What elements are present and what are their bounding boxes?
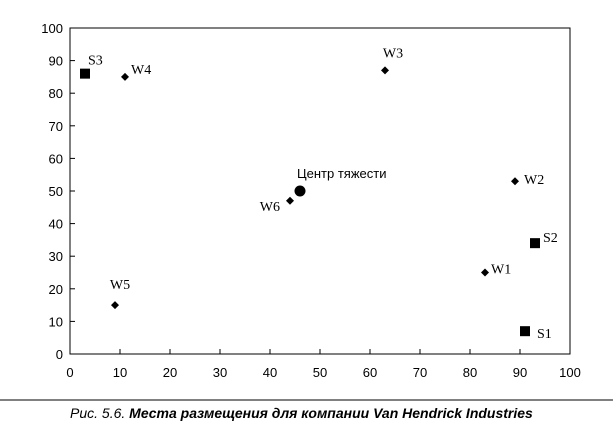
point-w4-label: W4 [131, 62, 152, 78]
x-tick-label: 60 [362, 365, 378, 380]
point-w6-marker [286, 197, 294, 205]
x-tick-label: 0 [66, 365, 74, 380]
x-tick-label: 50 [312, 365, 328, 380]
point-w3-label: W3 [382, 46, 404, 62]
point-s2-label: S2 [543, 231, 558, 247]
data-points [80, 46, 558, 342]
x-tick-label: 90 [512, 365, 528, 380]
point-s3-marker [80, 69, 90, 79]
y-tick-label: 70 [48, 118, 63, 134]
x-tick-label: 40 [262, 365, 278, 380]
point-w3-marker [381, 66, 389, 74]
y-tick-label: 30 [48, 249, 63, 265]
point-s2-marker [530, 238, 540, 248]
x-tick-label: 30 [212, 365, 228, 380]
point-s3-label: S3 [88, 53, 103, 69]
y-tick-label: 10 [48, 314, 63, 330]
point-w5-marker [111, 301, 119, 309]
x-tick-label: 10 [112, 365, 128, 380]
point-w2-label: W2 [524, 173, 545, 189]
x-tick-label: 20 [162, 365, 178, 380]
center-of-gravity-marker [295, 186, 306, 197]
caption-text: Места размещения для компании Van Hendrick Industries [129, 405, 533, 421]
y-tick-label: 60 [48, 151, 63, 167]
caption-prefix: Рис. 5.6. [70, 405, 126, 421]
point-w1-marker [481, 269, 489, 277]
y-tick-label: 40 [48, 216, 63, 232]
y-tick-label: 80 [48, 86, 63, 102]
center-of-gravity-label: Центр тяжести [297, 166, 387, 181]
point-w5-label: W5 [109, 278, 131, 294]
figure-caption [70, 405, 613, 421]
y-tick-label: 0 [55, 347, 63, 362]
y-tick-label: 50 [48, 184, 63, 199]
point-w2-marker [511, 177, 519, 185]
point-w4-marker [121, 73, 129, 81]
x-tick-label: 80 [462, 365, 478, 380]
y-tick-label: 90 [48, 53, 63, 69]
y-tick-label: 20 [48, 281, 63, 297]
point-w1-label: W1 [491, 262, 512, 278]
point-w6-label: W6 [259, 199, 280, 215]
point-s1-marker [520, 326, 530, 336]
point-s1-label: S1 [537, 327, 552, 343]
x-tick-label: 100 [559, 365, 581, 380]
y-tick-label: 100 [41, 21, 63, 36]
x-tick-label: 70 [412, 365, 428, 380]
